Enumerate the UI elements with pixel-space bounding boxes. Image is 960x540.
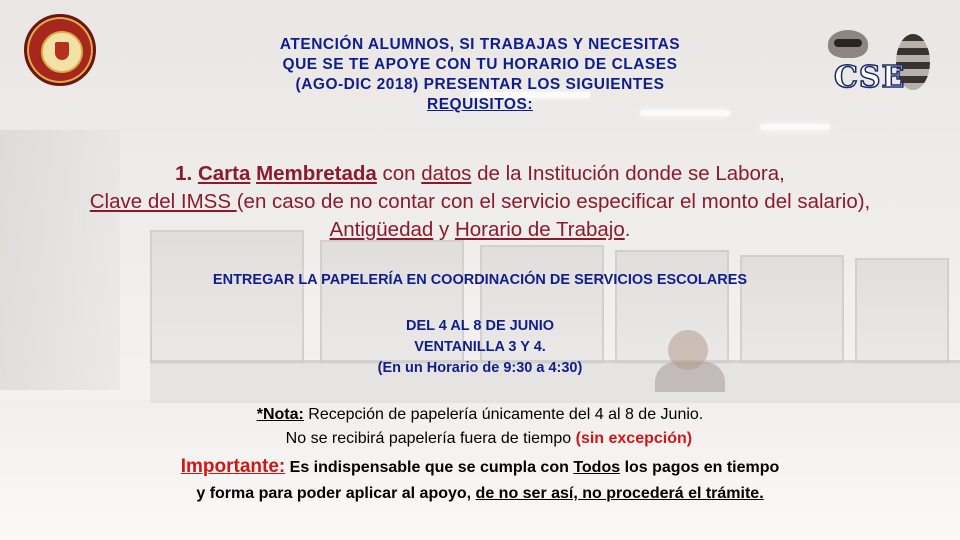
- university-seal-logo: [24, 14, 96, 86]
- raccoon-mask: [834, 39, 862, 47]
- heading-line: ATENCIÓN ALUMNOS, SI TRABAJAS Y NECESITAS: [279, 36, 681, 53]
- note-line-1: [100, 403, 860, 427]
- schedule-line: (En un Horario de 9:30 a 4:30): [377, 360, 583, 376]
- requisitos-title: REQUISITOS:: [427, 96, 533, 113]
- text-fragment: con: [376, 162, 422, 185]
- carta-term: Carta: [197, 162, 251, 185]
- announcement-heading: [200, 35, 760, 115]
- text-fragment: (en caso de no contar con el servicio especificar el monto del salario),: [236, 190, 871, 213]
- todos-term: Todos: [573, 459, 621, 476]
- text-fragment: y forma para poder aplicar al apoyo,: [196, 485, 476, 502]
- warning-text: de no ser así, no procederá el trámite.: [475, 485, 764, 502]
- datos-term: datos: [421, 162, 472, 185]
- requirement-line-1: [10, 160, 950, 188]
- note-line-2: [100, 427, 860, 451]
- text-fragment: los pagos en tiempo: [620, 459, 780, 476]
- window-line: VENTANILLA 3 Y 4.: [414, 339, 546, 355]
- horario-term: Horario de Trabajo: [454, 218, 625, 241]
- requirement-number: 1.: [175, 162, 193, 185]
- important-block: [80, 454, 880, 507]
- cse-logo-text: CSE: [834, 60, 906, 95]
- delivery-instruction: ENTREGAR LA PAPELERÍA EN COORDINACIÓN DE SERVICIOS ESCOLARES: [212, 272, 748, 288]
- service-window: [855, 258, 949, 364]
- important-label: Importante:: [180, 456, 286, 477]
- ceiling-light: [760, 124, 830, 130]
- dates-line: DEL 4 AL 8 DE JUNIO: [406, 318, 554, 334]
- text-fragment: .: [624, 218, 631, 241]
- dates-info: [250, 316, 710, 379]
- note-block: [100, 403, 860, 451]
- cse-logo: [820, 30, 940, 100]
- heading-line: QUE SE TE APOYE CON TU HORARIO DE CLASES: [282, 56, 678, 73]
- imss-term: Clave del IMSS: [89, 190, 237, 213]
- no-exception-text: (sin excepción): [575, 430, 693, 447]
- heading-line: (AGO-DIC 2018) PRESENTAR LOS SIGUIENTES: [295, 76, 665, 93]
- text-fragment: Recepción de papelería únicamente del 4 al 8 de Junio.: [303, 406, 704, 423]
- seal-center: [41, 31, 83, 73]
- requirement-line-2: [10, 188, 950, 216]
- requirements-list: [10, 160, 950, 244]
- text-fragment: y: [433, 218, 455, 241]
- membretada-term: Membretada: [256, 162, 377, 185]
- text-fragment: No se recibirá papelería fuera de tiempo: [285, 430, 576, 447]
- antiguedad-term: Antigüedad: [329, 218, 434, 241]
- text-fragment: Es indispensable que se cumpla con: [285, 459, 574, 476]
- text-fragment: de la Institución donde se Labora,: [471, 162, 785, 185]
- important-line-1: [80, 454, 880, 481]
- shield-icon: [55, 42, 69, 60]
- note-label: *Nota:: [256, 406, 304, 423]
- important-line-2: [80, 481, 880, 507]
- requirement-line-3: [10, 216, 950, 244]
